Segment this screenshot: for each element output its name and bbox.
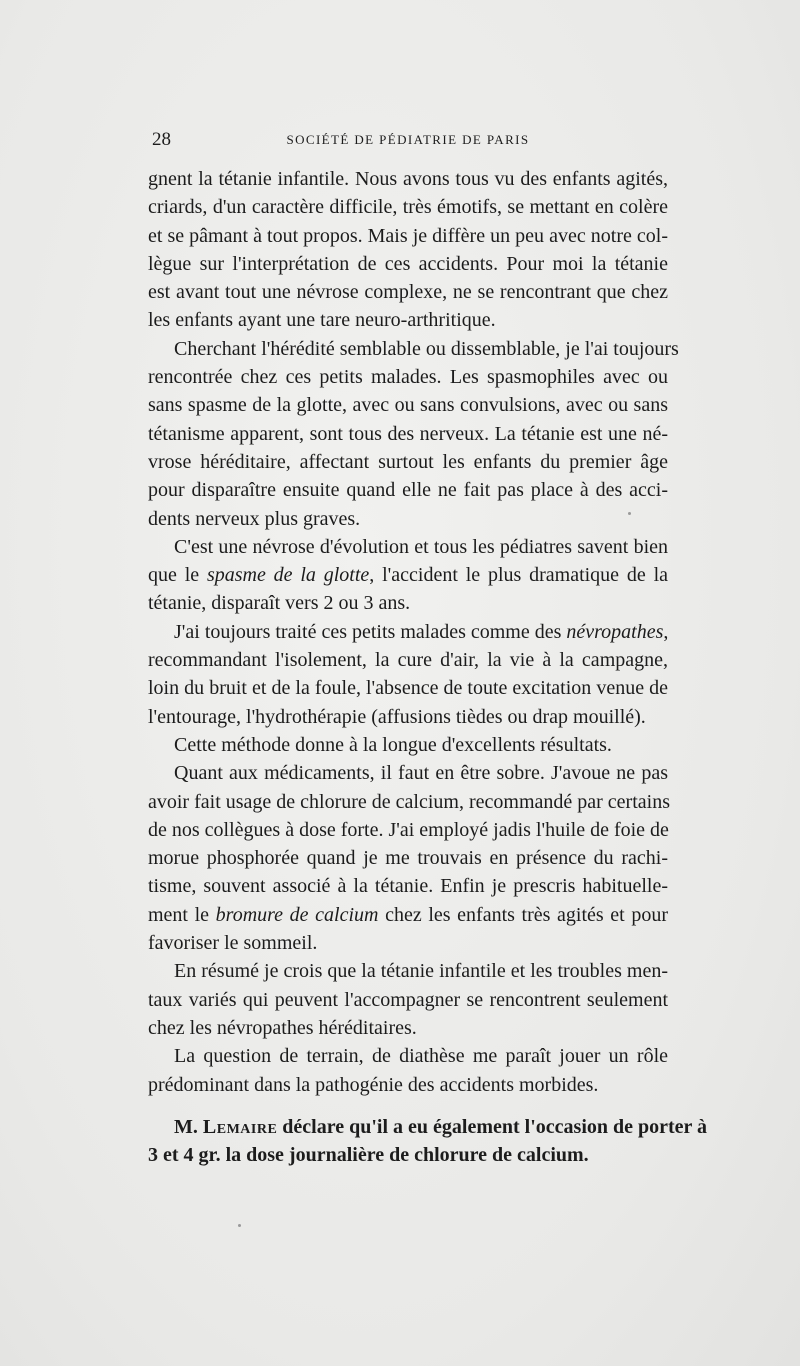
- text-line: les enfants ayant une tare neuro-arthritique.: [148, 309, 496, 332]
- paragraph: [148, 957, 668, 1042]
- text-line: [148, 1042, 668, 1070]
- text-line: avoir fait usage de chlorure de calcium, recommandé par certains: [148, 790, 670, 813]
- text-line: criards, d'un caractère difficile, très émotifs, se mettant en colère: [148, 196, 668, 219]
- text-line: morue phosphorée quand je me trouvais en présence du rachi-: [148, 847, 668, 870]
- paragraph: [148, 731, 668, 759]
- italic-phrase: spasme de la glotte: [206, 564, 370, 587]
- page-number: 28: [152, 129, 171, 150]
- text-line: sans spasme de la glotte, avec ou sans convulsions, avec ou sans: [148, 394, 668, 417]
- text-run: Quant aux médicaments, il faut en être sobre. J'avoue ne pas: [174, 762, 668, 785]
- text-run: J'ai toujours traité ces petits malades comme des: [174, 620, 567, 643]
- text-line: loin du bruit et de la foule, l'absence de toute excitation venue de: [148, 677, 668, 700]
- text-line: tétanisme apparent, sont tous des nerveux. La tétanie est une né-: [148, 422, 668, 445]
- running-head: SOCIÉTÉ DE PÉDIATRIE DE PARIS: [286, 132, 530, 147]
- text-run: que le: [148, 564, 207, 587]
- text-line: 3 et 4 gr. la dose journalière de chlorure de calcium.: [148, 1144, 589, 1167]
- paragraph: [148, 1042, 668, 1099]
- text-line: tétanie, disparaît vers 2 ou 3 ans.: [148, 592, 411, 615]
- text-run: déclare qu'il a eu également l'occasion de porter à: [282, 1115, 708, 1138]
- page-header: [148, 128, 668, 152]
- text-line: [148, 1113, 708, 1141]
- text-line: chez les névropathes héréditaires.: [148, 1016, 417, 1039]
- text-line: recommandant l'isolement, la cure d'air, la vie à la campagne,: [148, 649, 668, 672]
- paragraph: [148, 335, 679, 533]
- speaker-name: Lemaire: [202, 1115, 278, 1138]
- text-line: rencontrée chez ces petits malades. Les spasmophiles avec ou: [148, 366, 668, 389]
- text-line: est avant tout une névrose complexe, ne se rencontrant que chez: [148, 281, 668, 304]
- text-line: dents nerveux plus graves.: [148, 507, 361, 530]
- italic-phrase: bromure de calcium: [215, 903, 379, 926]
- text-line: gnent la tétanie infantile. Nous avons tous vu des enfants agités,: [148, 168, 668, 190]
- text-line: [148, 618, 668, 646]
- paper-speck: [628, 512, 631, 515]
- text-run: La question de terrain, de diathèse me paraît jouer un rôle: [174, 1045, 668, 1068]
- text-run: En résumé je crois que la tétanie infantile et les troubles men-: [174, 960, 668, 983]
- text-line: prédominant dans la pathogénie des accidents morbides.: [148, 1073, 599, 1096]
- text-line: vrose héréditaire, affectant surtout les enfants du premier âge: [148, 450, 668, 473]
- paragraph: [148, 759, 668, 957]
- text-line: [148, 901, 668, 929]
- text-line: pour disparaître ensuite quand elle ne fait pas place à des acci-: [148, 479, 668, 502]
- paragraph: [148, 533, 668, 618]
- text-run: Cette méthode donne à la longue d'excellents résultats.: [174, 733, 612, 756]
- text-run: Cherchant l'hérédité semblable ou dissemblable, je l'ai toujours: [174, 337, 679, 360]
- text-run: C'est une névrose d'évolution et tous les pédiatres savent bien: [174, 535, 668, 558]
- text-line: taux variés qui peuvent l'accompagner se rencontrent seulement: [148, 988, 668, 1011]
- paper-speck: [238, 1224, 241, 1227]
- paragraph: [148, 165, 668, 335]
- section-gap: [148, 1099, 668, 1113]
- remark-paragraph: [148, 1113, 708, 1170]
- text-line: [148, 731, 668, 759]
- speaker-initial: M.: [174, 1115, 198, 1138]
- text-line: l'entourage, l'hydrothérapie (affusions tièdes ou drap mouillé).: [148, 705, 646, 728]
- text-line: [148, 335, 679, 363]
- text-line: et se pâmant à tout propos. Mais je diffère un peu avec notre col-: [148, 224, 668, 247]
- text-line: tisme, souvent associé à la tétanie. Enfin je prescris habituelle-: [148, 875, 668, 898]
- paragraph: [148, 618, 668, 731]
- text-run: ,: [663, 620, 669, 643]
- text-line: [148, 561, 668, 589]
- text-line: de nos collègues à dose forte. J'ai employé jadis l'huile de foie de: [148, 818, 669, 841]
- text-line: lègue sur l'interprétation de ces accidents. Pour moi la tétanie: [148, 252, 668, 275]
- text-run: chez les enfants très agités et pour: [378, 903, 668, 926]
- text-run: , l'accident le plus dramatique de la: [369, 564, 669, 587]
- text-line: [148, 759, 668, 787]
- body-text: [148, 165, 708, 1169]
- text-run: ment le: [148, 903, 216, 926]
- text-line: [148, 957, 668, 985]
- text-line: [148, 533, 668, 561]
- italic-phrase: névropathes: [566, 620, 664, 643]
- text-line: favoriser le sommeil.: [148, 932, 318, 955]
